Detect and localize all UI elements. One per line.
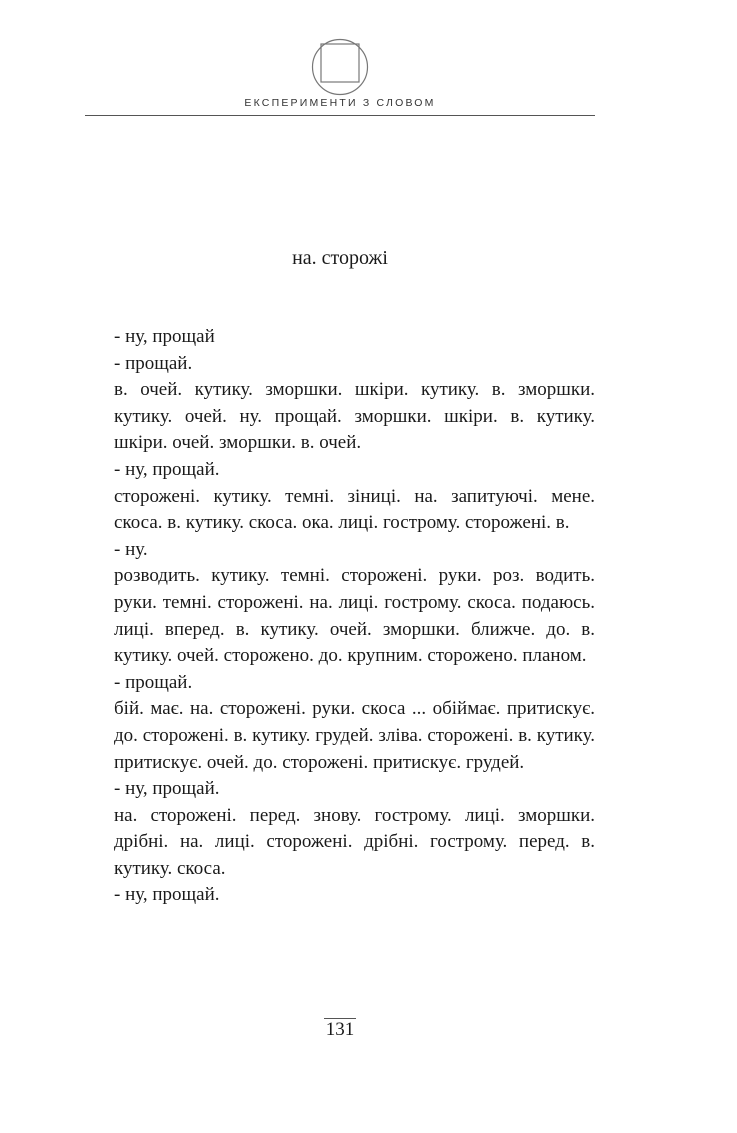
poem-title: на. сторожі [292, 247, 388, 269]
running-head: ЕКСПЕРИМЕНТИ З СЛОВОМ [244, 97, 436, 109]
prose-paragraph: на. сторожені. перед. знову. гострому. лиці. зморшки. дрібні. на. лиці. сторожені. дрібні. гострому. перед. в. кутику. скоса. [114, 804, 595, 879]
dialogue-line: - ну, прощай. [114, 458, 220, 480]
dialogue-line: - ну, прощай [114, 326, 215, 347]
prose-paragraph: розводить. кутику. темні. сторожені. руки. роз. водить. руки. темні. сторожені. на. лиці. гострому. скоса. подаюсь. лиці. вперед. в. кутику. очей. зморшки. ближче. до. в. кутику. очей. сторожено. до. крупним. сторожено. планом. [114, 565, 595, 667]
prose-paragraph: сторожені. кутику. темні. зіниці. на. запитуючі. мене. скоса. в. кутику. скоса. ока. лиці. гострому. сторожені. в. [114, 485, 595, 534]
dialogue-line: - ну, прощай. [114, 778, 220, 800]
dialogue-line: - ну, прощай. [114, 884, 220, 906]
page-number [85, 1018, 595, 1042]
publisher-emblem [311, 38, 369, 96]
body-text [114, 324, 595, 909]
dialogue-line: - прощай. [114, 352, 193, 374]
dialogue-line: - ну. [114, 538, 148, 560]
page-number-value: 131 [325, 1019, 355, 1040]
prose-paragraph: в. очей. кутику. зморшки. шкіри. кутику. в. зморшки. кутику. очей. ну. прощай. зморшки. шкіри. в. кутику. шкіри. очей. зморшки. в. очей. [114, 379, 595, 454]
dialogue-line: - прощай. [114, 671, 193, 693]
header-rule [85, 115, 595, 116]
prose-paragraph: бій. має. на. сторожені. руки. скоса ... обіймає. притискує. до. сторожені. в. кутику. грудей. зліва. сторожені. в. кутику. притискує. очей. до. сторожені. притискує. грудей. [114, 698, 595, 773]
